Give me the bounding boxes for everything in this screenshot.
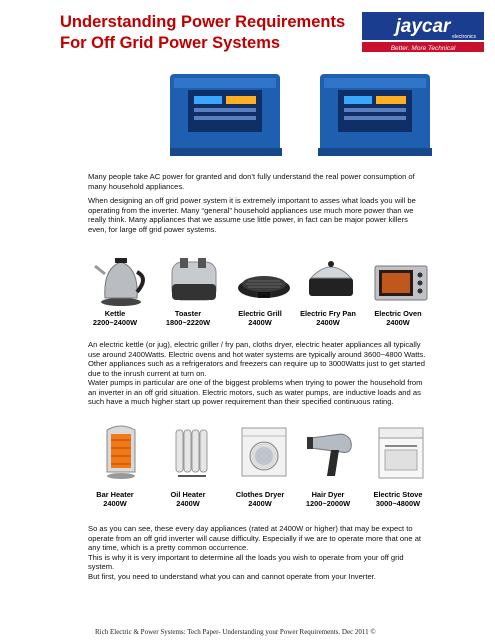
label-electric-fry-pan: Electric Fry Pan 2400W xyxy=(300,309,356,327)
page-title xyxy=(60,12,360,54)
inverter-icon-right xyxy=(318,74,432,156)
logo-name: jaycar xyxy=(395,16,451,37)
appliance-images-row-1 xyxy=(88,248,433,308)
fry-pan-icon xyxy=(303,248,359,308)
stove-icon xyxy=(373,422,429,482)
inverter-images xyxy=(170,70,448,160)
oven-icon xyxy=(373,248,429,308)
page-footer: Rich Electric & Power Systems: Tech Paper- Understanding your Power Requirements. Dec 2011 © xyxy=(95,628,376,636)
label-kettle: Kettle 2200~2400W xyxy=(92,309,138,327)
paragraph-5b: This is why it is very important to determine all the loads you wish to operate from your off grid system. xyxy=(88,552,404,572)
paragraph-2: When designing an off grid power system it is extremely important to asses what loads you will be operating from the inverter. Many “general” household appliances use much more power than we really think. Many appliances that we assume use little power, in fact can be major power killers even, for large off grid power systems. xyxy=(88,196,416,234)
paragraph-5 xyxy=(88,524,428,582)
paragraph-4: Water pumps in particular are one of the biggest problems when trying to power the household from an inverter in an off grid situation. Electric motors, such as water pumps, are inductive loads and as such have a much higher start up power requirement than their specified continuous rating. xyxy=(88,378,423,407)
paragraph-5c: But first, you need to understand what you can and cannot operate from your Inverter. xyxy=(88,571,376,581)
appliance-labels-row-1 xyxy=(88,309,433,333)
paragraph-5a: So as you can see, these every day appliances (rated at 2400W or higher) that may be expect to operate from an off grid inverter will cause difficulty. Especially if we are to operate more that one at any time, which is a pretty common occurrence. xyxy=(88,524,422,553)
logo-sub: electronics xyxy=(452,34,476,40)
bar-heater-icon xyxy=(93,422,149,482)
jaycar-logo xyxy=(362,12,484,54)
kettle-icon xyxy=(93,248,149,308)
label-oil-heater: Oil Heater 2400W xyxy=(170,490,206,508)
appliance-labels-row-2 xyxy=(88,490,433,514)
label-clothes-dryer: Clothes Dryer 2400W xyxy=(235,490,285,508)
logo-tagline: Better. More Technical xyxy=(390,45,456,52)
label-hair-dryer: Hair Dyer 1200~2000W xyxy=(305,490,351,508)
paragraph-1: Many people take AC power for granted and don’t fully understand the real power consumption of many household appliances. xyxy=(88,172,415,191)
oil-heater-icon xyxy=(166,422,222,482)
toaster-icon xyxy=(166,248,222,308)
label-toaster: Toaster 1800~2220W xyxy=(165,309,211,327)
label-electric-oven: Electric Oven 2400W xyxy=(374,309,422,327)
inverter-icon-left xyxy=(170,74,282,156)
appliance-images-row-2 xyxy=(88,422,433,482)
clothes-dryer-icon xyxy=(236,422,292,482)
label-bar-heater: Bar Heater 2400W xyxy=(96,490,134,508)
label-electric-stove: Electric Stove 3000~4800W xyxy=(373,490,423,508)
title-line-1: Understanding Power Requirements xyxy=(60,13,346,31)
hair-dryer-icon xyxy=(303,422,359,482)
grill-icon xyxy=(236,248,292,308)
title-line-2: For Off Grid Power Systems xyxy=(60,34,281,52)
paragraph-3: An electric kettle (or jug), electric griller / fry pan, cloths dryer, electric heater appliances all typically use around 2400Watts. Electric ovens and hot water systems are typically around 3600~4800 Watts. Other appliances such as a refrigerators and freezers can require up to 3000Watts just to get started due to the inrush current at turn on. xyxy=(88,340,426,378)
label-electric-grill: Electric Grill 2400W xyxy=(238,309,282,327)
